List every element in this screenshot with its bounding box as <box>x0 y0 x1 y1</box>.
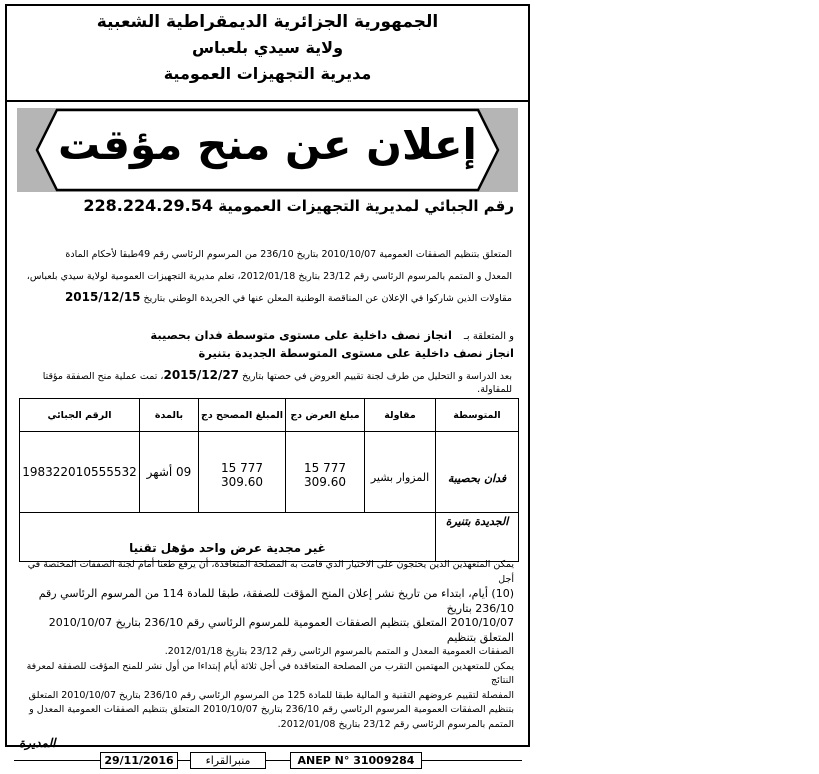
col-school-header: المتوسطة <box>436 399 519 432</box>
body-line-8: المتمم بالمرسوم الرئاسي رقم 23/12 بتاريخ 2012/01/08. <box>277 718 514 730</box>
table-header-row <box>20 399 519 432</box>
intro-line-3 <box>23 291 512 305</box>
intro-date: 2015/12/15 <box>64 290 141 304</box>
evaluation-text-before: بعد الدراسة و التحليل من طرف لجنة تقييم العروض في حصتها بتاريخ <box>242 371 512 382</box>
footer-source: منبرالقراء <box>190 752 266 769</box>
fiscal-label: رقم الجبائي لمديرية التجهيزات العمومية <box>218 197 514 215</box>
row2-school: الجديدة بتنيرة <box>436 513 519 562</box>
footer-rule-left <box>14 760 100 761</box>
banner-hexagon <box>35 108 500 192</box>
evaluation-text-after: تمت عملية منح الصفقة مؤقتا للمقاولة. <box>42 371 512 395</box>
fiscal-number: 228.224.29.54 <box>83 196 213 215</box>
row1-offer-amount: 15 777 309.60 <box>304 461 346 489</box>
body-line-1: يمكن المتعهدين الذين يحتجون على الاختيار الذي قامت به المصلحة المتعاقدة، أن يرفع طعنا أمام لجنة الصفقات المختصة في أجل <box>27 559 514 585</box>
evaluation-date: 2015/12/27 <box>163 368 240 382</box>
table-row <box>20 432 519 513</box>
row1-duration: 09 أشهر <box>140 432 199 513</box>
col-offer-header: مبلغ العرض دج <box>286 399 365 432</box>
table-row <box>20 513 519 562</box>
header-divider <box>7 100 528 102</box>
footer-date: 29/11/2016 <box>100 752 178 769</box>
header-wilaya: ولاية سيدي بلعباس <box>191 38 344 57</box>
fiscal-id <box>7 196 514 215</box>
announcement-page <box>5 4 530 750</box>
body-line-7: بتنظيم الصفقات العمومية المرسوم الرئاسي رقم 236/10 بتاريخ 2010/10/07 المتعلق بتنظيم الصفقات العمومية المعدل و <box>29 704 514 715</box>
col-duration-header: بالمدة <box>140 399 199 432</box>
subject-item-2: انجاز نصف داخلية على مستوى المتوسطة الجديدة بتنيرة <box>198 346 514 360</box>
row2-note: غير مجدية عرض واحد مؤهل تقنيا <box>20 513 436 562</box>
subject-line-1 <box>77 328 514 344</box>
header-directorate: مديرية التجهيزات العمومية <box>163 64 372 83</box>
row1-tax-number: 198322010555532 <box>20 432 140 513</box>
intro-line-3-text: مقاولات الذين شاركوا في الإعلان عن المناقصة الوطنية المعلن عنها في الجريدة الوطني بتاريخ <box>143 293 512 304</box>
evaluation-line: بعد الدراسة و التحليل من طرف لجنة تقييم العروض في حصتها بتاريخ 2015/12/27، تمت عملية منح الصفقة مؤقتا للمقاولة. <box>42 368 512 395</box>
col-contractor-header: مقاولة <box>365 399 436 432</box>
col-taxid-header: الرقم الجبائي <box>20 399 140 432</box>
subject-item-1: انجاز نصف داخلية على مستوى متوسطة فدان بحصيبة <box>150 328 452 342</box>
row1-school: فدان بحصيبة <box>436 432 519 513</box>
footer-rule-mid-left <box>178 760 190 761</box>
col-corrected-header: المبلغ المصحح دج <box>199 399 286 432</box>
body-line-3: 2010/10/07 المتعلق بتنظيم الصفقات العمومية للمرسوم الرئاسي رقم 236/10 بتاريخ 2010/10/07 المتعلق بتنظيم <box>48 616 514 644</box>
body-line-6: المفصلة لتقييم عروضهم التقنية و المالية طبقا للمادة 125 من المرسوم الرئاسي رقم 236/10 بتاريخ 2010/10/07 المتعلق <box>28 689 514 701</box>
row1-contractor: المزوار بشير <box>365 432 436 513</box>
footer-rule-right <box>422 760 522 761</box>
announcement-title: إعلان عن منح مؤقت <box>58 120 477 169</box>
row1-offer-cell <box>286 432 365 513</box>
body-line-5: يمكن للمتعهدين المهتمين التقرب من المصلحة المتعاقدة في أجل ثلاثة أيام إبتداءا من أول نشر للمنح المؤقت للصفقة لمعرفة النتائج <box>26 660 514 686</box>
footer-anep: ANEP N° 31009284 <box>290 752 422 769</box>
row1-corrected-cell <box>199 432 286 513</box>
body-paragraphs <box>21 558 514 732</box>
body-line-2: (10) أيام، ابتداء من تاريخ نشر إعلان المنح المؤقت للصفقة، طبقا للمادة 114 من المرسوم الرئاسي رقم 236/10 بتاريخ <box>38 587 514 615</box>
title-banner <box>17 108 518 192</box>
header-republic: الجمهورية الجزائرية الديمقراطية الشعبية <box>96 12 439 32</box>
subject-prefix: و المتعلقة بـ <box>463 331 514 342</box>
intro-line-1: المتعلق بتنظيم الصفقات العمومية 2010/10/07 بتاريخ 236/10 من المرسوم الرئاسي رقم 49طبقا لأحكام المادة <box>65 249 512 260</box>
row1-corrected-amount: 15 777 309.60 <box>221 461 263 489</box>
results-table <box>19 398 519 562</box>
signature: المديرة <box>19 736 56 750</box>
body-line-4: الصفقات العمومية المعدل و المتمم بالمرسوم الرئاسي رقم 23/12 بتاريخ 2012/01/18. <box>164 646 514 657</box>
intro-line-2: المعدل و المتمم بالمرسوم الرئاسي رقم 23/12 بتاريخ 2012/01/18، تعلم مديرية التجهيزات العمومية لولاية سيدي بلعباس، <box>26 271 512 282</box>
footer-rule-mid-right <box>266 760 290 761</box>
